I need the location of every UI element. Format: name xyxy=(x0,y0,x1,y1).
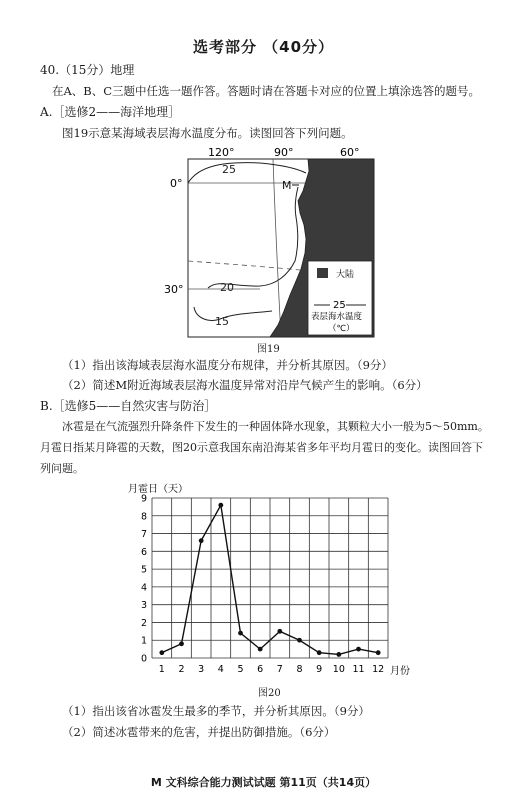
chart-x-tick-label: 8 xyxy=(296,664,303,675)
part-a-question-1: （1）指出该海域表层海水温度分布规律，并分析其原因。（9分） xyxy=(62,358,393,372)
chart-x-tick-label: 5 xyxy=(237,664,244,675)
chart-x-tick-label: 11 xyxy=(352,664,365,675)
figure-20-caption: 图20 xyxy=(258,688,281,699)
chart-y-tick-label: 3 xyxy=(140,600,147,612)
point-m-label: M xyxy=(282,179,292,192)
map-lon-label: 60° xyxy=(340,146,360,159)
part-a-question-2: （2）简述M附近海域表层海水温度异常对沿岸气候产生的影响。（6分） xyxy=(62,378,428,392)
legend-isotherm-text: 表层海水温度 xyxy=(311,312,363,322)
chart-y-tick-label: 1 xyxy=(140,635,147,647)
part-b-paragraph: 列问题。 xyxy=(40,462,84,475)
part-b-question-1: （1）指出该省冰雹发生最多的季节，并分析其原因。（9分） xyxy=(62,704,370,718)
part-b-paragraph: 月雹日指某月降雹的天数，图20示意我国东南沿海某省多年平均月雹日的变化。读图回答下 xyxy=(40,441,483,454)
chart-y-tick-label: 5 xyxy=(140,564,147,576)
chart-x-tick-label: 4 xyxy=(217,664,224,675)
chart-x-tick-label: 1 xyxy=(158,664,165,675)
chart-y-tick-label: 0 xyxy=(140,653,147,665)
part-a-intro: 图19示意某海域表层海水温度分布。读图回答下列问题。 xyxy=(62,126,353,140)
isotherm-label: 15 xyxy=(215,315,229,328)
page-footer: M 文科综合能力测试试题 第11页（共14页） xyxy=(150,776,377,789)
legend-land-label: 大陆 xyxy=(336,270,355,280)
chart-data-point xyxy=(258,647,263,652)
map-lon-label: 90° xyxy=(274,146,294,159)
chart-y-tick-label: 7 xyxy=(140,529,147,541)
chart-data-point xyxy=(376,650,381,655)
chart-data-point xyxy=(238,631,243,636)
chart-data-point xyxy=(218,503,223,508)
chart-y-tick-label: 8 xyxy=(140,511,147,523)
question-instruction: 在A、B、C三题中任选一题作答。答题时请在答题卡对应的位置上填涂选答的题号。 xyxy=(52,84,481,98)
part-b-heading: B.［选修5——自然灾害与防治］ xyxy=(40,399,217,413)
legend-land-swatch xyxy=(317,268,328,278)
chart-y-tick-label: 9 xyxy=(140,493,147,505)
chart-y-tick-label: 6 xyxy=(140,546,147,558)
sst-map xyxy=(160,143,392,351)
part-b-question-2: （2）简述冰雹带来的危害，并提出防御措施。（6分） xyxy=(62,725,336,739)
map-lon-label: 120° xyxy=(208,146,235,159)
chart-data-point xyxy=(317,650,322,655)
chart-y-tick-label: 4 xyxy=(140,582,147,594)
chart-x-tick-label: 9 xyxy=(316,664,323,675)
part-a-heading: A.［选修2——海洋地理］ xyxy=(40,105,181,119)
part-b-paragraph: 冰雹是在气流强烈升降条件下发生的一种固体降水现象，其颗粒大小一般为5～50mm。 xyxy=(62,420,489,433)
chart-x-tick-label: 10 xyxy=(332,664,345,675)
chart-data-point xyxy=(179,641,184,646)
chart-x-tick-label: 3 xyxy=(198,664,205,675)
chart-x-axis-title: 月份 xyxy=(390,666,410,677)
chart-data-point xyxy=(356,647,361,652)
chart-y-tick-label: 2 xyxy=(140,617,147,629)
legend-isotherm-value: 25 xyxy=(333,300,346,311)
chart-x-tick-label: 7 xyxy=(276,664,283,675)
hail-days-chart xyxy=(128,478,418,678)
chart-y-axis-title: 月雹日（天） xyxy=(128,484,188,495)
question-number: 40.（15分）地理 xyxy=(40,63,135,77)
map-lat-label: 30° xyxy=(164,283,184,296)
section-title: 选考部分 （40分） xyxy=(192,38,335,56)
isotherm-label: 25 xyxy=(222,163,236,176)
chart-data-point xyxy=(199,538,204,543)
isotherm-label: 20 xyxy=(220,281,234,294)
chart-data-point xyxy=(336,652,341,657)
chart-x-tick-label: 6 xyxy=(257,664,264,675)
legend-isotherm-unit: （℃） xyxy=(328,324,355,334)
chart-data-point xyxy=(159,650,164,655)
chart-x-tick-label: 2 xyxy=(178,664,185,675)
chart-data-point xyxy=(297,638,302,643)
map-lat-label: 0° xyxy=(170,177,183,190)
chart-x-tick-label: 12 xyxy=(372,664,385,675)
chart-data-point xyxy=(277,629,282,634)
figure-19-caption: 图19 xyxy=(257,344,280,355)
